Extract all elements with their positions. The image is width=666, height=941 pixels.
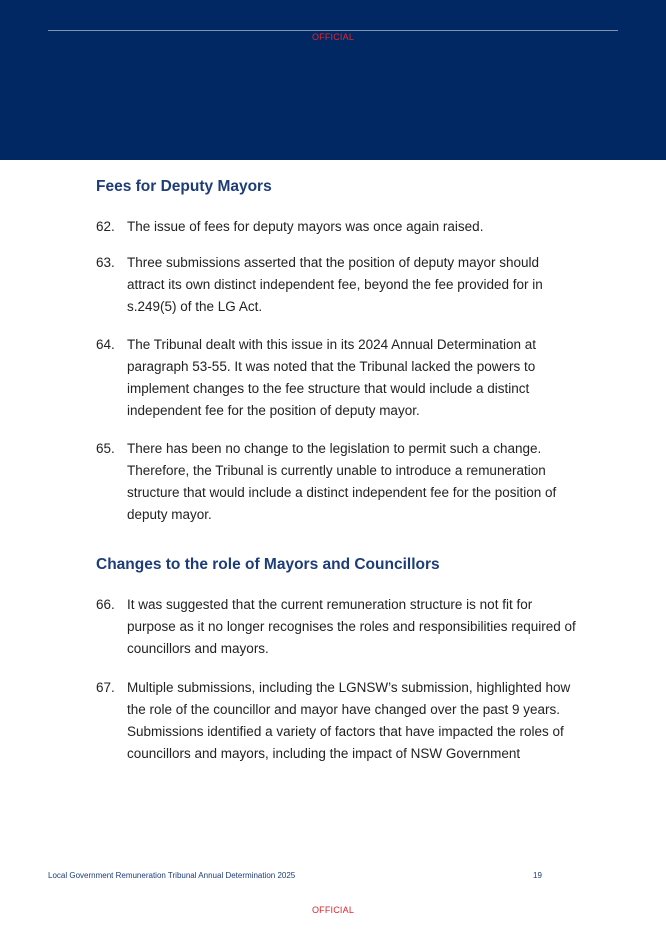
paragraph-63	[96, 252, 576, 318]
paragraph-number: 64.	[96, 337, 115, 352]
header-banner	[0, 0, 666, 160]
paragraph-65	[96, 438, 576, 526]
paragraph-number: 63.	[96, 255, 115, 270]
section-heading-role-changes: Changes to the role of Mayors and Councillors	[96, 556, 440, 573]
paragraph-text: There has been no change to the legislation to permit such a change. Therefore, the Tribunal is currently unable to introduce a remuneration structure that would include a distinct independent fee for the position of deputy mayor.	[127, 441, 557, 522]
paragraph-number: 67.	[96, 680, 115, 695]
paragraph-text: It was suggested that the current remuneration structure is not fit for purpose as it no longer recognises the roles and responsibilities required of councillors and mayors.	[127, 597, 576, 656]
paragraph-number: 65.	[96, 441, 115, 456]
paragraph-62	[96, 216, 576, 238]
paragraph-64	[96, 334, 576, 422]
paragraph-number: 66.	[96, 597, 115, 612]
footer-page-number: 19	[533, 871, 542, 880]
paragraph-67	[96, 677, 576, 765]
header-divider	[48, 30, 618, 31]
paragraph-text: Three submissions asserted that the position of deputy mayor should attract its own distinct independent fee, beyond the fee provided for in s.249(5) of the LG Act.	[127, 255, 543, 314]
footer-document-title: Local Government Remuneration Tribunal Annual Determination 2025	[48, 871, 296, 880]
section-heading-deputy-mayors: Fees for Deputy Mayors	[96, 178, 272, 195]
classification-marking-top: OFFICIAL	[311, 32, 355, 42]
classification-marking-bottom: OFFICIAL	[311, 905, 355, 915]
paragraph-number: 62.	[96, 219, 115, 234]
paragraph-text: The issue of fees for deputy mayors was once again raised.	[127, 219, 484, 234]
paragraph-text: The Tribunal dealt with this issue in its 2024 Annual Determination at paragraph 53-55. It was noted that the Tribunal lacked the powers to implement changes to the fee structure that would include a distinct independent fee for the position of deputy mayor.	[127, 337, 536, 418]
paragraph-66	[96, 594, 576, 660]
paragraph-text: Multiple submissions, including the LGNSW’s submission, highlighted how the role of the councillor and mayor have changed over the past 9 years. Submissions identified a variety of factors that have impacted the roles of councillors and mayors, including the impact of NSW Government	[127, 680, 571, 761]
